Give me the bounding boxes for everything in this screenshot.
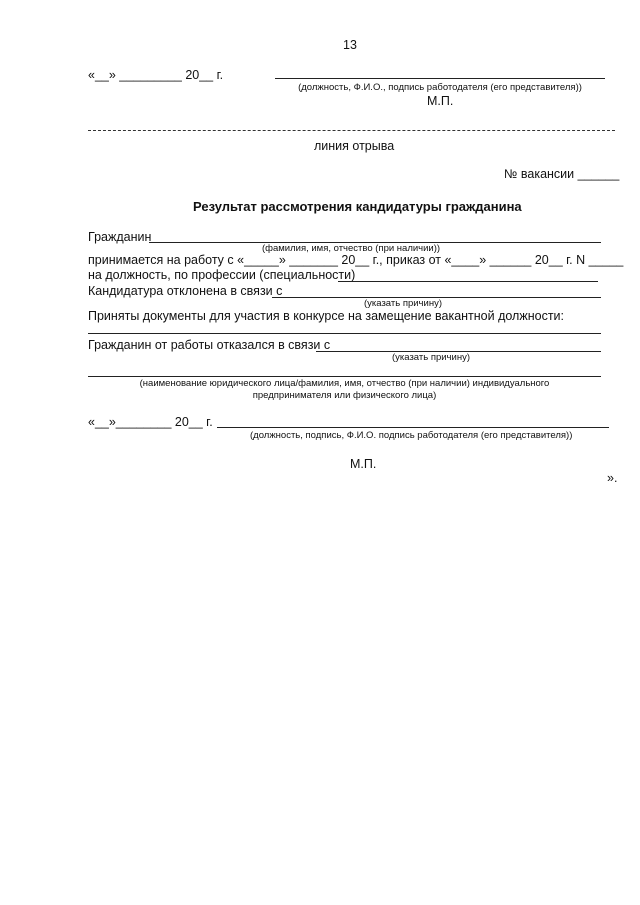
page-number: 13 xyxy=(343,38,357,52)
tear-line xyxy=(88,130,615,131)
bottom-signature-caption: (должность, подпись, Ф.И.О. подпись работодателя (его представителя)) xyxy=(250,430,573,441)
citizen-label: Гражданин xyxy=(88,230,152,244)
top-signature-line xyxy=(275,78,605,79)
documents-line xyxy=(88,333,601,334)
citizen-name-caption: (фамилия, имя, отчество (при наличии)) xyxy=(262,243,441,254)
position-label: на должность, по профессии (специальности) xyxy=(88,268,356,282)
position-line xyxy=(338,281,598,282)
rejected-reason-caption: (указать причину) xyxy=(364,298,442,309)
closing-quote: ». xyxy=(607,471,618,485)
rejected-label: Кандидатура отклонена в связи с xyxy=(88,284,283,298)
hired-line: принимается на работу с «_____» _______ 20__ г., приказ от «____» ______ 20__ г. N _____ xyxy=(88,253,624,267)
top-stamp-label: М.П. xyxy=(427,94,454,108)
tear-line-label: линия отрыва xyxy=(314,139,395,153)
refused-label: Гражданин от работы отказался в связи с xyxy=(88,338,331,352)
top-date-field: «__» _________ 20__ г. xyxy=(88,68,224,82)
bottom-signature-line xyxy=(217,427,609,428)
bottom-stamp-label: М.П. xyxy=(350,457,377,471)
vacancy-number-label: № вакансии ______ xyxy=(504,167,620,181)
employer-name-line xyxy=(88,376,601,377)
employer-caption-line1: (наименование юридического лица/фамилия, имя, отчество (при наличии) индивидуального xyxy=(139,378,550,389)
section-heading: Результат рассмотрения кандидатуры гражданина xyxy=(193,199,522,214)
refused-reason-caption: (указать причину) xyxy=(392,352,470,363)
top-signature-caption: (должность, Ф.И.О., подпись работодателя (его представителя)) xyxy=(298,82,582,93)
employer-caption-line2: предпринимателя или физического лица) xyxy=(252,390,437,401)
bottom-date-field: «__»________ 20__ г. xyxy=(88,415,213,429)
documents-accepted-label: Приняты документы для участия в конкурсе на замещение вакантной должности: xyxy=(88,309,564,323)
